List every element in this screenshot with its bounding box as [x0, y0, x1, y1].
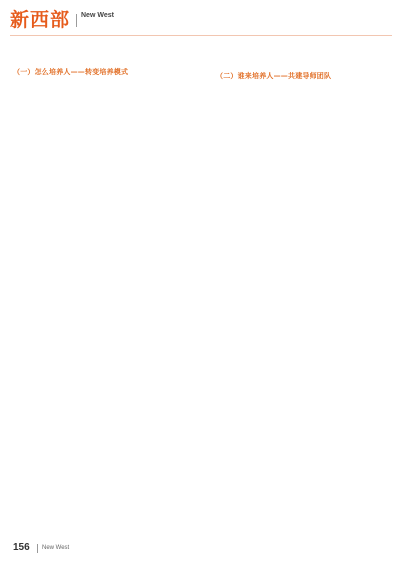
- page-footer: [13, 541, 113, 555]
- page-number: 156: [13, 542, 30, 553]
- right-column: [216, 66, 390, 88]
- header-rule: [10, 35, 392, 36]
- section-heading-2: （二）谁来培养人——共建导师团队: [216, 72, 332, 80]
- footer-brand: New West: [42, 545, 70, 551]
- section-heading-1: （一）怎么培养人——转变培养模式: [13, 68, 129, 76]
- footer-divider: [37, 544, 38, 553]
- left-column: [13, 66, 198, 84]
- magazine-logo: 新西部: [10, 9, 71, 31]
- logo-divider: [76, 14, 77, 27]
- magazine-name-en: New West: [81, 12, 114, 19]
- masthead: [10, 8, 392, 36]
